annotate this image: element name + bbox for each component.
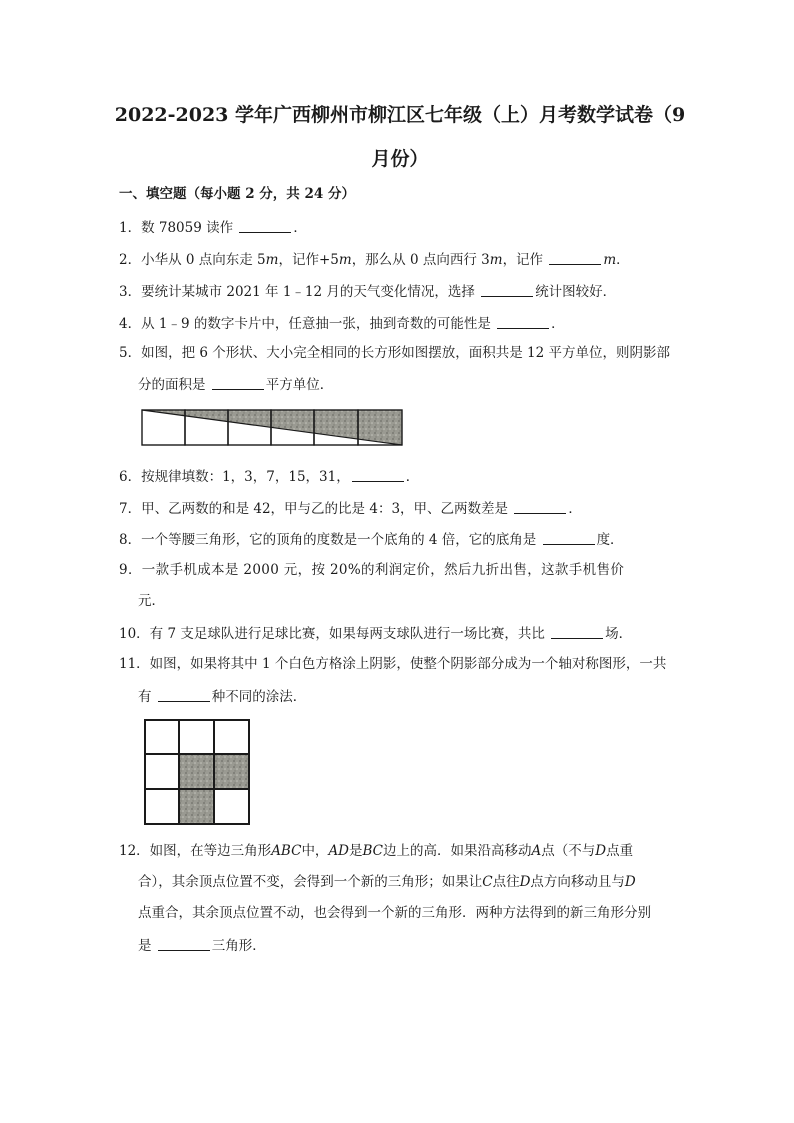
q2-unit-2: m bbox=[338, 252, 352, 268]
q1-text-end: ． bbox=[293, 220, 307, 236]
q5-text-end: 平方单位． bbox=[265, 377, 334, 393]
question-11-line2 bbox=[138, 689, 306, 705]
q10-text-end: 场． bbox=[605, 626, 633, 642]
q12-text-i: 点方向移动且与 bbox=[530, 874, 625, 890]
q12-text-f: 点重 bbox=[606, 843, 634, 859]
q6-text: 6．按规律填数：1，3，7，15，31， bbox=[119, 469, 350, 485]
q1-answer-blank[interactable] bbox=[239, 220, 291, 233]
q12-text-d: 边上的高．如果沿高移动 bbox=[383, 843, 532, 859]
q6-text-end: ． bbox=[405, 469, 420, 485]
q11-text-end: 种不同的涂法． bbox=[211, 689, 307, 705]
question-9-line2: 元． bbox=[138, 593, 165, 609]
q12-text-c: 是 bbox=[349, 843, 363, 859]
q10-text: 10．有 7 支足球队进行足球比赛，如果每两支球队进行一场比赛，共比 bbox=[119, 626, 545, 642]
q1-text: 1．数 78059 读作 bbox=[119, 220, 234, 236]
q2-text-3: ，那么从 0 点向西行 3 bbox=[351, 252, 490, 268]
q12-point-d: D bbox=[595, 843, 607, 859]
question-12-line3: 点重合，其余顶点位置不动，也会得到一个新的三角形．两种方法得到的新三角形分别 bbox=[138, 905, 651, 921]
q4-answer-blank[interactable] bbox=[497, 316, 549, 329]
q12-segment-ad: AD bbox=[328, 843, 350, 859]
question-2 bbox=[119, 252, 630, 268]
q11-shaded-cell-right bbox=[214, 754, 249, 789]
question-9-line1: 9．一款手机成本是 2000 元，按 20%的利润定价，然后九折出售，这款手机售价 bbox=[119, 562, 625, 578]
q5-text: 分的面积是 bbox=[138, 377, 206, 393]
q3-text: 3．要统计某城市 2021 年 1﹣12 月的天气变化情况，选择 bbox=[119, 284, 475, 300]
q7-text-end: ． bbox=[568, 501, 582, 517]
q11-shaded-cell-center bbox=[179, 754, 214, 789]
question-12-line2 bbox=[138, 876, 636, 890]
q4-text-end: ． bbox=[551, 316, 565, 332]
q3-answer-blank[interactable] bbox=[481, 284, 533, 297]
paper-title-line1: 2022-2023 学年广西柳州市柳江区七年级（上）月考数学试卷（9 bbox=[114, 104, 686, 126]
q8-text: 8．一个等腰三角形，它的顶角的度数是一个底角的 4 倍，它的底角是 bbox=[119, 532, 537, 548]
question-1 bbox=[119, 220, 307, 236]
q12-answer-blank[interactable] bbox=[158, 938, 210, 951]
question-12-line4 bbox=[138, 938, 266, 954]
question-8 bbox=[119, 532, 624, 548]
q12-point-c: C bbox=[482, 874, 493, 890]
q12-text-e: 点（不与 bbox=[541, 843, 596, 859]
paper-title-line2: 月份） bbox=[371, 148, 429, 170]
q5-answer-blank[interactable] bbox=[212, 377, 264, 390]
q12-text-b: 中， bbox=[301, 843, 329, 859]
q2-unit-3: m bbox=[489, 252, 503, 268]
q12-point-a: A bbox=[531, 843, 542, 859]
q11-shaded-cell-bottom bbox=[179, 789, 214, 824]
q12-text-j: 是 bbox=[138, 938, 152, 954]
q6-answer-blank[interactable] bbox=[352, 469, 404, 482]
q8-answer-blank[interactable] bbox=[543, 532, 595, 545]
q2-unit-answer: m bbox=[603, 252, 617, 268]
q5-rectangles-figure bbox=[140, 408, 404, 448]
q2-unit-1: m bbox=[265, 252, 279, 268]
question-3 bbox=[119, 284, 616, 300]
q12-point-d-2: D bbox=[519, 874, 531, 890]
q10-answer-blank[interactable] bbox=[551, 626, 603, 639]
q12-text-a: 12．如图，在等边三角形 bbox=[119, 843, 272, 859]
q2-text-end: ． bbox=[616, 252, 630, 268]
q11-grid-figure bbox=[143, 718, 251, 826]
question-11-line1: 11．如图，如果将其中 1 个白色方格涂上阴影，使整个阴影部分成为一个轴对称图形，一共 bbox=[119, 656, 667, 672]
q2-text-1: 2．小华从 0 点向东走 5 bbox=[119, 252, 266, 268]
q4-text: 4．从 1﹣9 的数字卡片中，任意抽一张，抽到奇数的可能性是 bbox=[119, 316, 491, 332]
q7-text: 7．甲、乙两数的和是 42，甲与乙的比是 4：3，甲、乙两数差是 bbox=[119, 501, 509, 517]
q3-text-end: 统计图较好． bbox=[535, 284, 617, 300]
q12-text-end: 三角形． bbox=[211, 938, 266, 954]
q12-point-d-3: D bbox=[624, 874, 636, 890]
q12-triangle-abc: ABC bbox=[271, 843, 302, 859]
q2-text-4: ，记作 bbox=[502, 252, 544, 268]
q8-text-end: 度． bbox=[596, 532, 624, 548]
q2-answer-blank[interactable] bbox=[549, 252, 601, 265]
question-4 bbox=[119, 316, 565, 332]
q12-segment-bc: BC bbox=[362, 843, 384, 859]
q12-text-h: 点往 bbox=[492, 874, 520, 890]
q7-answer-blank[interactable] bbox=[514, 501, 566, 514]
question-10 bbox=[119, 626, 632, 642]
q12-text-g: 合），其余顶点位置不变，会得到一个新的三角形；如果让 bbox=[138, 874, 483, 890]
question-12-line1 bbox=[119, 845, 633, 859]
q11-answer-blank[interactable] bbox=[158, 689, 210, 702]
question-5-line1: 5．如图，把 6 个形状、大小完全相同的长方形如图摆放，面积共是 12 平方单位，则阴影部 bbox=[119, 345, 671, 361]
section-heading: 一、填空题（每小题 2 分，共 24 分） bbox=[119, 186, 355, 202]
question-6 bbox=[119, 469, 419, 485]
q2-text-2: ，记作+5 bbox=[278, 252, 339, 268]
question-5-line2 bbox=[138, 377, 333, 393]
question-7 bbox=[119, 501, 582, 517]
q11-text: 有 bbox=[138, 689, 152, 705]
